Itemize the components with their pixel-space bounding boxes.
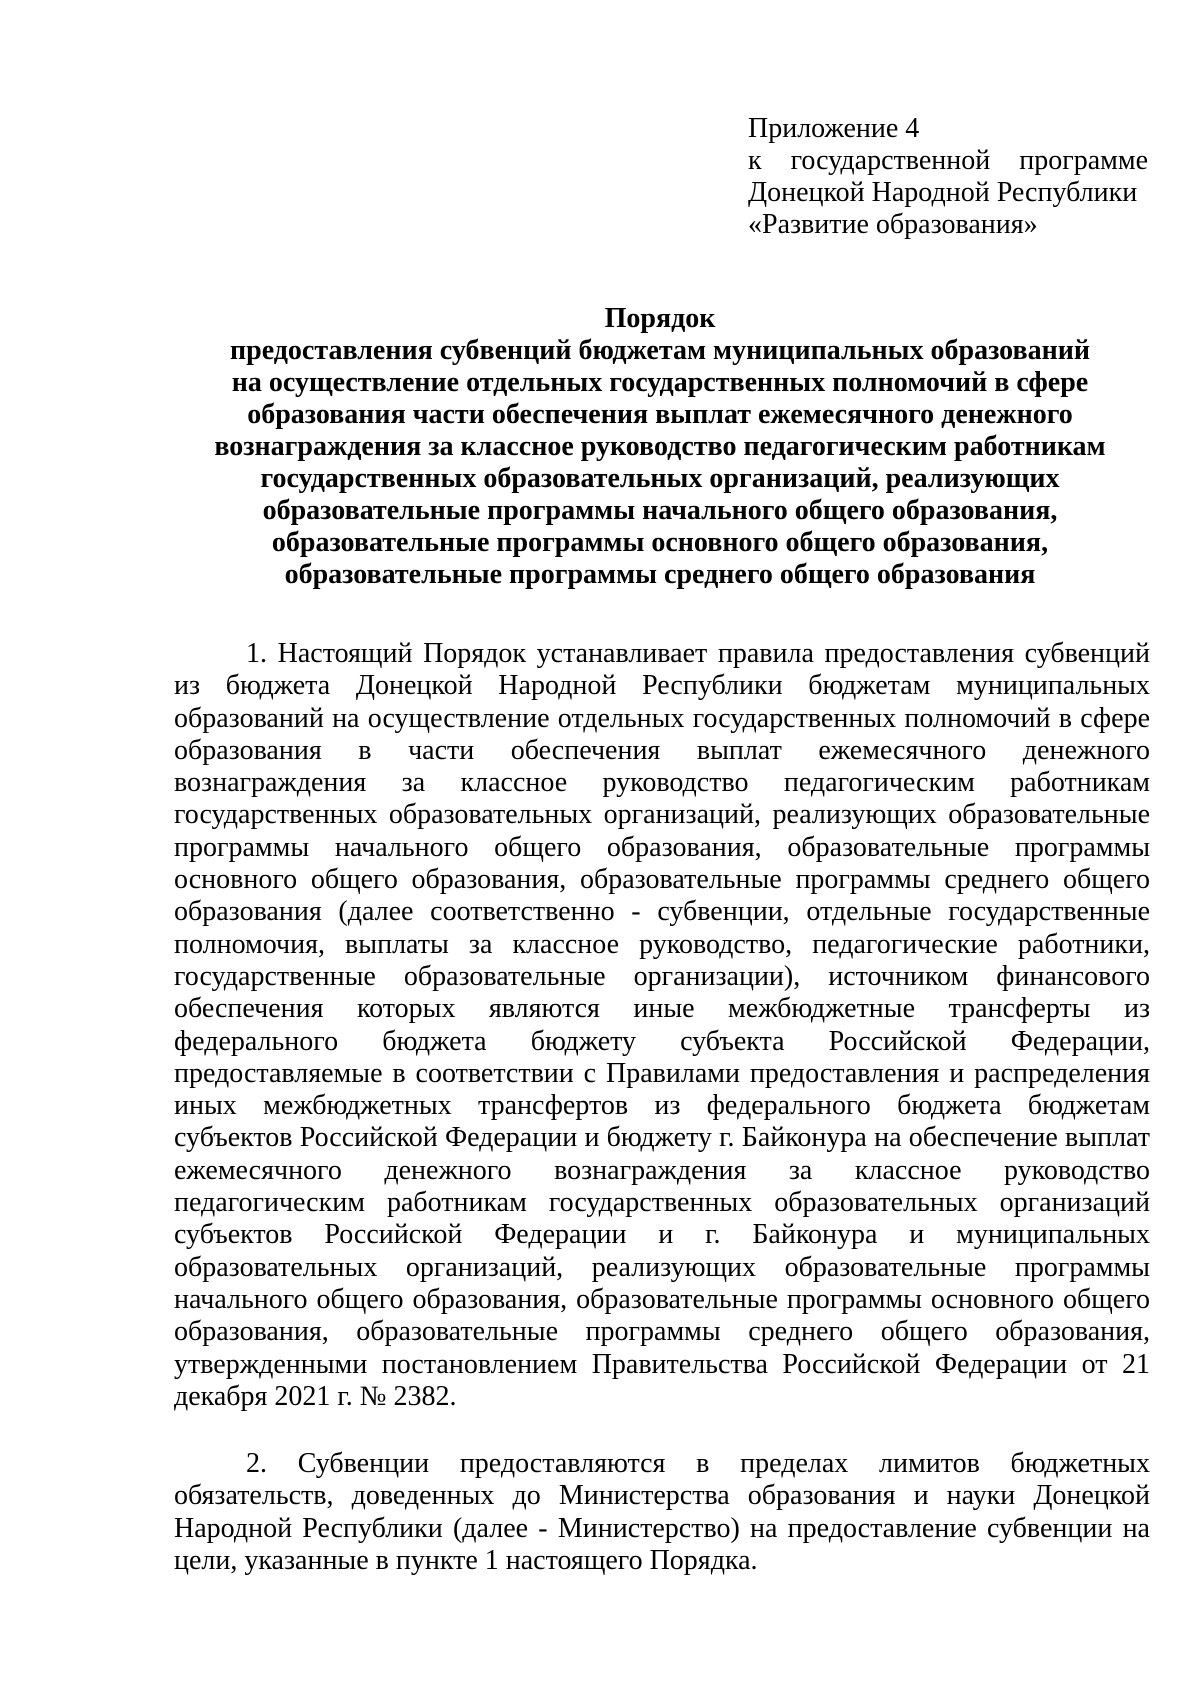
document-title	[170, 303, 1150, 591]
paragraph-1: 1. Настоящий Порядок устанавливает правила предоставления субвенций из бюджета Донецкой Народной Республики бюджетам муниципальных образований на осуществление отдельных государственных полномочий в сфере образования в части обеспечения выплат ежемесячного денежного вознаграждения за классное руководство педагогическим работникам государственных образовательных организаций, реализующих образовательные программы начального общего образования, образовательные программы основного общего образования, образовательные программы среднего общего образования (далее соответственно - субвенции, отдельные государственные полномочия, выплаты за классное руководство, педагогические работники, государственные образовательные организации), источником финансового обеспечения которых являются иные межбюджетные трансферты из федерального бюджета бюджету субъекта Российской Федерации, предоставляемые в соответствии с Правилами предоставления и распределения иных межбюджетных трансфертов из федерального бюджета бюджетам субъектов Российской Федерации и бюджету г. Байконура на обеспечение выплат ежемесячного денежного вознаграждения за классное руководство педагогическим работникам государственных образовательных организаций субъектов Российской Федерации и г. Байконура и муниципальных образовательных организаций, реализующих образовательные программы начального общего образования, образовательные программы основного общего образования, образовательные программы среднего общего образования, утвержденными постановлением Правительства Российской Федерации от 21 декабря 2021 г. № 2382.	[174, 638, 1150, 1412]
appendix-republic: Донецкой Народной Республики	[748, 177, 1138, 208]
title-line: предоставления субвенций бюджетам муниципальных образований	[230, 335, 1090, 366]
title-line: образования части обеспечения выплат ежемесячного денежного	[247, 399, 1073, 430]
title-heading: Порядок	[604, 303, 716, 334]
title-line: государственных образовательных организаций, реализующих	[260, 463, 1060, 494]
title-line: образовательные программы начального общего образования,	[262, 495, 1058, 526]
title-line: на осуществление отдельных государственных полномочий в сфере	[231, 367, 1089, 398]
title-line: вознаграждения за классное руководство педагогическим работникам	[214, 431, 1106, 462]
title-line: образовательные программы среднего общего образования	[284, 559, 1036, 590]
appendix-program-ref: к государственной программе	[748, 145, 1148, 176]
appendix-number: Приложение 4	[748, 113, 920, 144]
appendix-program-name: «Развитие образования»	[748, 209, 1038, 240]
title-line: образовательные программы основного общего образования,	[271, 527, 1049, 558]
appendix-block	[748, 113, 1148, 241]
paragraph-2: 2. Субвенции предоставляются в пределах лимитов бюджетных обязательств, доведенных до Министерства образования и науки Донецкой Народной Республики (далее - Министерство) на предоставление субвенции на цели, указанные в пункте 1 настоящего Порядка.	[174, 1448, 1150, 1576]
